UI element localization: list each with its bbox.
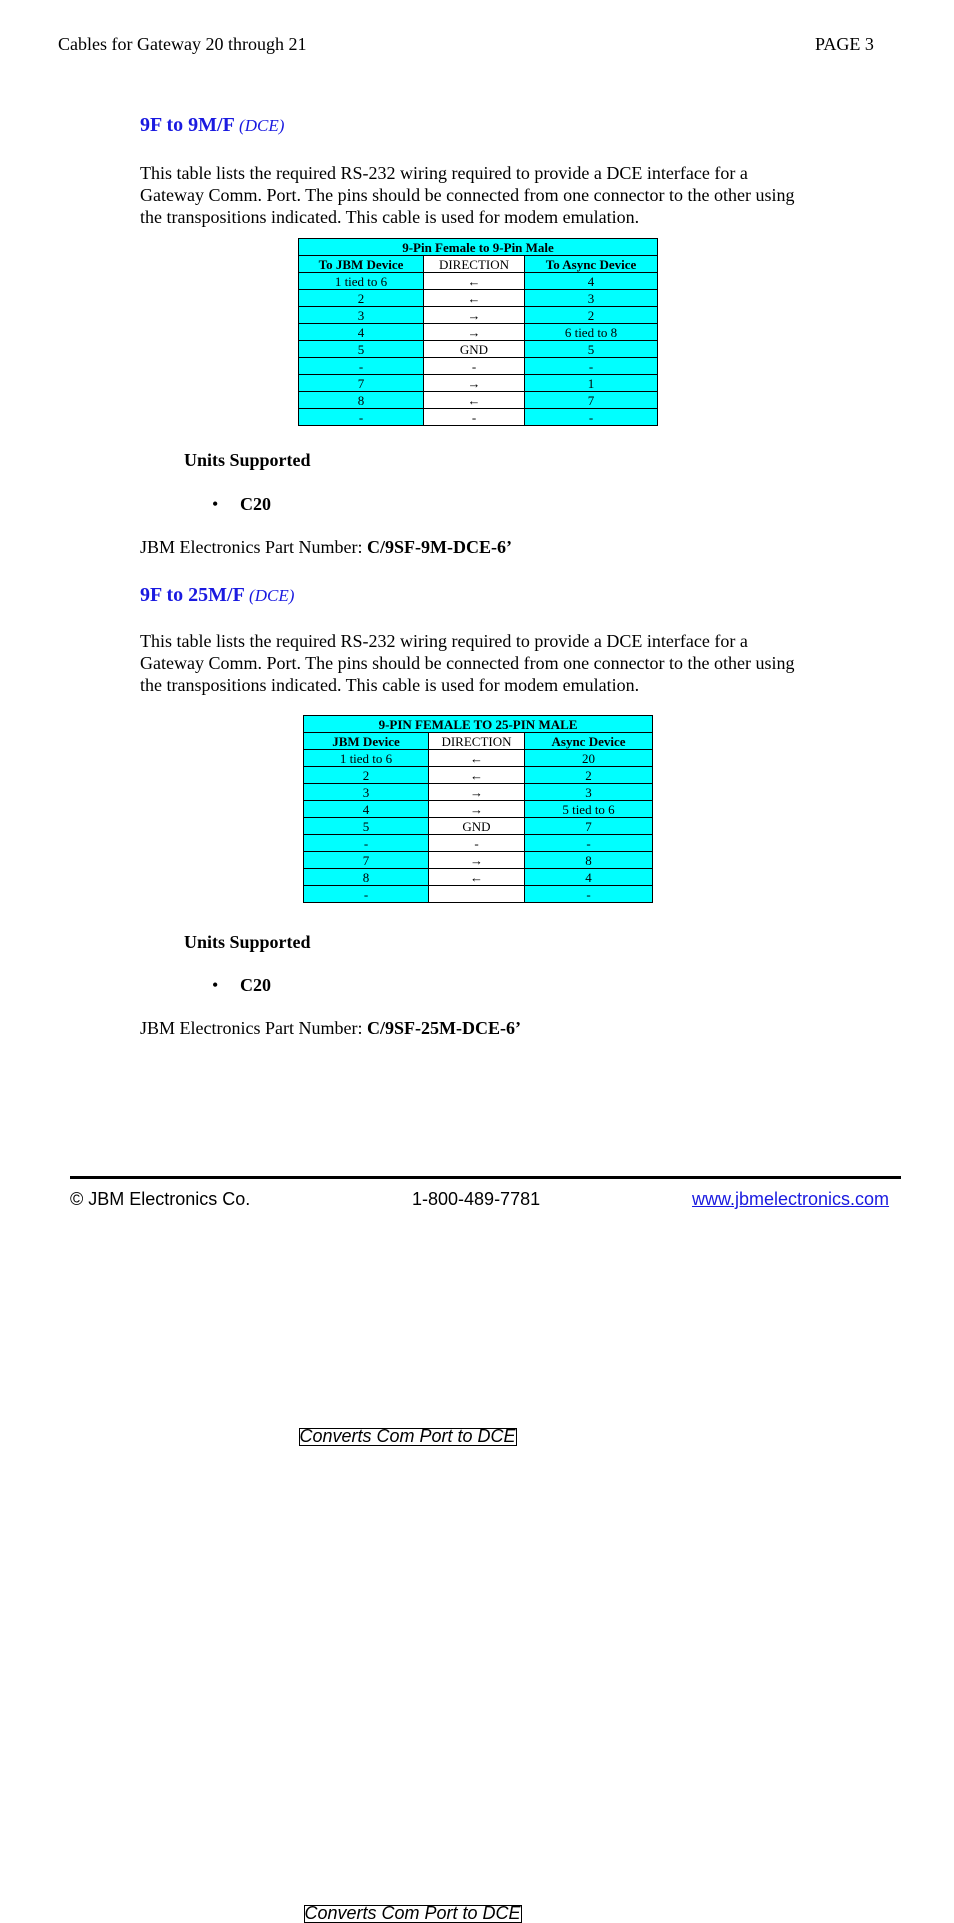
table-title-row: [299, 239, 658, 256]
unit-name: C20: [240, 975, 271, 995]
units-supported-label: Units Supported: [184, 932, 311, 952]
part-number-line: [140, 1018, 521, 1039]
table-title: 9-PIN FEMALE TO 25-PIN MALE: [304, 716, 653, 733]
table-footer-row: [304, 903, 653, 904]
async-pin-cell: 5 tied to 6: [525, 801, 653, 818]
table-row: [299, 307, 658, 324]
async-pin-cell: 3: [525, 290, 658, 307]
page-number: PAGE 3: [815, 34, 874, 54]
jbm-pin-cell: 3: [299, 307, 424, 324]
jbm-pin-cell: 8: [299, 392, 424, 409]
jbm-pin-cell: -: [299, 358, 424, 375]
async-pin-cell: 2: [525, 767, 653, 784]
footer-rule: [70, 1176, 901, 1179]
jbm-pin-cell: 4: [299, 324, 424, 341]
direction-cell: ←: [429, 750, 525, 767]
jbm-pin-cell: 5: [299, 341, 424, 358]
table-footer-row: [299, 426, 658, 427]
async-pin-cell: 3: [525, 784, 653, 801]
footer-phone: 1-800-489-7781: [412, 1189, 541, 1209]
direction-cell: →: [429, 852, 525, 869]
units-list-item: [212, 975, 271, 996]
column-header: DIRECTION: [424, 256, 525, 273]
table-row: [304, 750, 653, 767]
table-footer: Converts Com Port to DCE: [299, 1427, 516, 1446]
async-pin-cell: 5: [525, 341, 658, 358]
async-pin-cell: 8: [525, 852, 653, 869]
async-pin-cell: -: [525, 835, 653, 852]
column-header: To JBM Device: [299, 256, 424, 273]
table-title-row: [304, 716, 653, 733]
footer-copyright: © JBM Electronics Co.: [70, 1189, 251, 1209]
direction-cell: -: [429, 835, 525, 852]
table-footer: Converts Com Port to DCE: [304, 1904, 521, 1923]
table-row: [304, 852, 653, 869]
direction-cell: ←: [429, 869, 525, 886]
direction-cell: →: [429, 801, 525, 818]
section-heading-9f-25m: [140, 584, 294, 607]
direction-cell: →: [424, 307, 525, 324]
section-paragraph: This table lists the required RS-232 wiring required to provide a DCE interface for a Gateway Comm. Port. The pins should be connected from one connector to the other using the transpositions indicated. This cable is used for modem emulation.: [140, 163, 795, 227]
table-row: [304, 835, 653, 852]
part-number-label: JBM Electronics Part Number:: [140, 1018, 363, 1038]
table-row: [299, 290, 658, 307]
jbm-pin-cell: 2: [304, 767, 429, 784]
table-row: [304, 869, 653, 886]
direction-cell: →: [424, 375, 525, 392]
direction-cell: GND: [424, 341, 525, 358]
jbm-pin-cell: -: [299, 409, 424, 426]
table-row: [304, 886, 653, 903]
jbm-pin-cell: 8: [304, 869, 429, 886]
async-pin-cell: 4: [525, 273, 658, 290]
jbm-pin-cell: 7: [304, 852, 429, 869]
units-supported-label: Units Supported: [184, 450, 311, 470]
table-row: [299, 409, 658, 426]
column-header: DIRECTION: [429, 733, 525, 750]
section-heading-9f-9m: [140, 114, 284, 137]
direction-cell: ←: [424, 273, 525, 290]
async-pin-cell: 2: [525, 307, 658, 324]
jbm-pin-cell: 1 tied to 6: [304, 750, 429, 767]
table-row: [304, 784, 653, 801]
footer-website-link[interactable]: [692, 1189, 889, 1210]
column-header: JBM Device: [304, 733, 429, 750]
table-row: [299, 392, 658, 409]
direction-cell: [429, 886, 525, 903]
units-list-item: [212, 494, 271, 515]
direction-cell: ←: [429, 767, 525, 784]
async-pin-cell: -: [525, 358, 658, 375]
direction-cell: →: [429, 784, 525, 801]
section-title: 9F to 9M/F: [140, 114, 235, 136]
table-row: [299, 324, 658, 341]
part-number-value: C/9SF-25M-DCE-6’: [366, 1018, 521, 1038]
column-header: To Async Device: [525, 256, 658, 273]
async-pin-cell: 4: [525, 869, 653, 886]
part-number-value: C/9SF-9M-DCE-6’: [366, 537, 512, 557]
async-pin-cell: 7: [525, 392, 658, 409]
section-title-suffix: (DCE): [239, 116, 285, 135]
table-row: [299, 341, 658, 358]
jbm-pin-cell: 7: [299, 375, 424, 392]
table-row: [304, 801, 653, 818]
jbm-pin-cell: 1 tied to 6: [299, 273, 424, 290]
table-row: [304, 818, 653, 835]
table-row: [299, 358, 658, 375]
section-title: 9F to 25M/F: [140, 584, 245, 606]
part-number-label: JBM Electronics Part Number:: [140, 537, 363, 557]
page-header-title: Cables for Gateway 20 through 21: [58, 34, 307, 54]
jbm-pin-cell: -: [304, 835, 429, 852]
direction-cell: →: [424, 324, 525, 341]
jbm-pin-cell: -: [304, 886, 429, 903]
table-row: [299, 375, 658, 392]
direction-cell: ←: [424, 290, 525, 307]
jbm-pin-cell: 4: [304, 801, 429, 818]
table-header-row: [304, 733, 653, 750]
section-title-suffix: (DCE): [249, 586, 295, 605]
jbm-pin-cell: 5: [304, 818, 429, 835]
async-pin-cell: 1: [525, 375, 658, 392]
jbm-pin-cell: 2: [299, 290, 424, 307]
async-pin-cell: 6 tied to 8: [525, 324, 658, 341]
async-pin-cell: 20: [525, 750, 653, 767]
table-header-row: [299, 256, 658, 273]
async-pin-cell: -: [525, 886, 653, 903]
direction-cell: GND: [429, 818, 525, 835]
bullet-icon: •: [212, 494, 219, 514]
table-row: [304, 767, 653, 784]
part-number-line: [140, 537, 512, 558]
column-header: Async Device: [525, 733, 653, 750]
direction-cell: ←: [424, 392, 525, 409]
table-row: [299, 273, 658, 290]
table-title: 9-Pin Female to 9-Pin Male: [299, 239, 658, 256]
section-paragraph: This table lists the required RS-232 wiring required to provide a DCE interface for a Gateway Comm. Port. The pins should be connected from one connector to the other using the transpositions indicated. This cable is used for modem emulation.: [140, 631, 795, 695]
website-link-text[interactable]: www.jbmelectronics.com: [692, 1189, 890, 1209]
unit-name: C20: [240, 494, 271, 514]
direction-cell: -: [424, 358, 525, 375]
async-pin-cell: 7: [525, 818, 653, 835]
jbm-pin-cell: 3: [304, 784, 429, 801]
async-pin-cell: -: [525, 409, 658, 426]
direction-cell: -: [424, 409, 525, 426]
bullet-icon: •: [212, 975, 219, 995]
